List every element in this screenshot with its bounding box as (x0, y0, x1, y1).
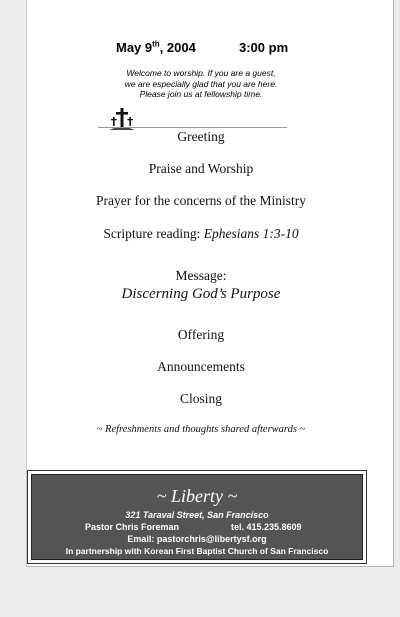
program-scripture: Scripture reading: Ephesians 1:3-10 (103, 226, 299, 241)
program-offering: Offering (177, 327, 225, 342)
welcome-message (27, 68, 375, 100)
program-prayer: Prayer for the concerns of the Ministry (96, 193, 306, 208)
church-info-box (27, 470, 367, 564)
program-message-label: Message: (175, 268, 227, 283)
bulletin-page (26, 0, 394, 567)
pastor-name: Pastor Chris Foreman (85, 522, 180, 532)
church-phone: tel. 415.235.8609 (231, 522, 302, 532)
scripture-reference: Ephesians 1:3-10 (203, 226, 299, 241)
welcome-line: Please join us at fellowship time. (139, 89, 263, 99)
church-partnership: In partnership with Korean First Baptist Church of San Francisco (65, 546, 329, 556)
service-date: May 9th, 2004 (116, 39, 196, 55)
church-address: 321 Taraval Street, San Francisco (125, 510, 269, 520)
church-info-panel (31, 474, 363, 560)
church-name: ~ Liberty ~ (156, 486, 238, 506)
church-email: Email: pastorchris@libertysf.org (127, 534, 267, 544)
refreshments-note: ~ Refreshments and thoughts shared afterwards ~ (96, 424, 306, 435)
divider-line (98, 127, 287, 128)
welcome-line: Welcome to worship. If you are a guest, (126, 68, 276, 78)
service-time: 3:00 pm (239, 40, 289, 55)
welcome-line: we are especially glad that you are here. (124, 78, 278, 89)
program-closing: Closing (179, 391, 222, 406)
program-praise-worship: Praise and Worship (148, 161, 254, 176)
message-title: Discerning God’s Purpose (121, 286, 281, 302)
program-announcements: Announcements (157, 359, 245, 374)
program-greeting: Greeting (177, 129, 225, 144)
